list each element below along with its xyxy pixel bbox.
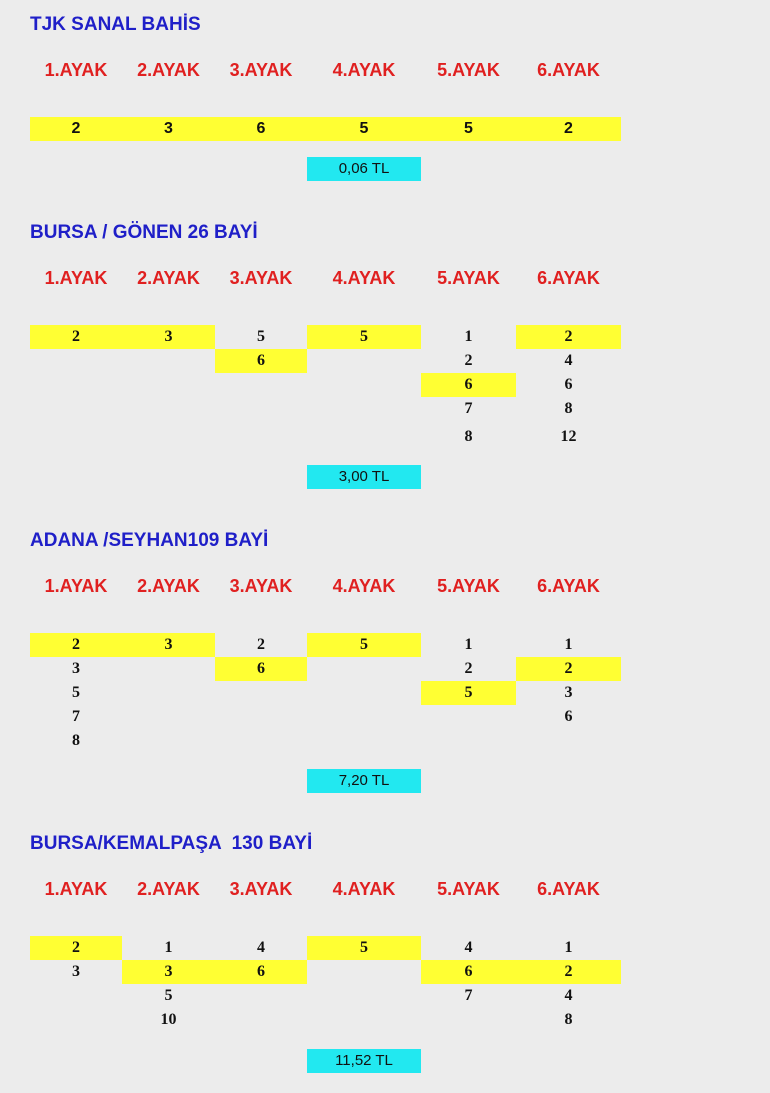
horse-number-cell: 5 (72, 684, 80, 701)
total-amount: 3,00 TL (307, 465, 421, 489)
horse-number-cell: 1 (564, 636, 573, 653)
leg-header: 4.AYAK (332, 60, 396, 80)
total-amount: 7,20 TL (307, 769, 421, 793)
horse-number-cell: 6 (421, 373, 516, 397)
horse-number-cell: 2 (464, 352, 473, 369)
horse-number-cell: 7 (464, 400, 473, 417)
horse-number-cell: 3 (72, 963, 80, 980)
leg-header: 2.AYAK (137, 60, 200, 80)
horse-number-cell: 3 (564, 684, 573, 701)
leg-header: 3.AYAK (229, 60, 293, 80)
horse-number-cell: 12 (560, 428, 577, 445)
horse-number-cell: 6 (564, 376, 573, 393)
horse-number-cell: 8 (564, 1011, 573, 1028)
horse-number-cell: 6 (215, 960, 307, 984)
leg-header: 6.AYAK (537, 576, 600, 596)
leg-header: 5.AYAK (437, 268, 500, 288)
horse-number-cell: 7 (464, 987, 473, 1004)
horse-number-cell: 3 (122, 633, 215, 657)
horse-number-cell: 3 (122, 325, 215, 349)
horse-number-cell: 5 (307, 117, 421, 141)
coupon-section (0, 222, 770, 485)
leg-header: 3.AYAK (229, 879, 293, 899)
horse-number-cell: 6 (215, 117, 307, 141)
leg-header: 3.AYAK (229, 268, 293, 288)
horse-number-cell: 6 (215, 349, 307, 373)
horse-number-cell: 2 (516, 117, 621, 141)
horse-number-cell: 2 (30, 117, 122, 141)
section-title: TJK SANAL BAHİS (30, 14, 201, 35)
horse-number-cell: 1 (564, 939, 573, 956)
total-amount: 0,06 TL (307, 157, 421, 181)
leg-header: 5.AYAK (437, 60, 500, 80)
horse-number-cell: 5 (421, 681, 516, 705)
leg-header: 4.AYAK (332, 576, 396, 596)
coupon-section (0, 833, 770, 1093)
horse-number-cell: 4 (564, 352, 573, 369)
leg-header: 6.AYAK (537, 268, 600, 288)
horse-number-cell: 1 (464, 328, 473, 345)
horse-number-cell: 2 (516, 960, 621, 984)
leg-header: 4.AYAK (332, 268, 396, 288)
horse-number-cell: 7 (72, 708, 80, 725)
horse-number-cell: 6 (215, 657, 307, 681)
horse-number-cell: 5 (257, 328, 265, 345)
leg-header: 3.AYAK (229, 576, 293, 596)
horse-number-cell: 5 (307, 325, 421, 349)
horse-number-cell: 8 (564, 400, 573, 417)
horse-number-cell: 2 (257, 636, 265, 653)
horse-number-cell: 1 (164, 939, 173, 956)
horse-number-cell: 2 (30, 325, 122, 349)
horse-number-cell: 3 (122, 960, 215, 984)
coupon-section (0, 530, 770, 790)
leg-header: 1.AYAK (44, 576, 108, 596)
horse-number-cell: 2 (516, 325, 621, 349)
horse-number-cell: 6 (564, 708, 573, 725)
horse-number-cell: 3 (122, 117, 215, 141)
horse-number-cell: 8 (72, 732, 80, 749)
horse-number-cell: 4 (564, 987, 573, 1004)
leg-header: 1.AYAK (44, 268, 108, 288)
leg-header: 5.AYAK (437, 879, 500, 899)
total-amount: 11,52 TL (307, 1049, 421, 1073)
leg-header: 1.AYAK (44, 879, 108, 899)
horse-number-cell: 10 (160, 1011, 177, 1028)
leg-header: 6.AYAK (537, 879, 600, 899)
horse-number-cell: 2 (464, 660, 473, 677)
leg-header: 2.AYAK (137, 879, 200, 899)
horse-number-cell: 5 (421, 117, 516, 141)
section-title: ADANA /SEYHAN109 BAYİ (30, 530, 269, 551)
horse-number-cell: 2 (30, 633, 122, 657)
leg-header: 2.AYAK (137, 268, 200, 288)
horse-number-cell: 3 (72, 660, 80, 677)
horse-number-cell: 1 (464, 636, 473, 653)
horse-number-cell: 5 (307, 936, 421, 960)
leg-header: 4.AYAK (332, 879, 396, 899)
horse-number-cell: 8 (464, 428, 473, 445)
section-title: BURSA / GÖNEN 26 BAYİ (30, 222, 258, 243)
horse-number-cell: 4 (257, 939, 265, 956)
horse-number-cell: 2 (30, 936, 122, 960)
leg-header: 2.AYAK (137, 576, 200, 596)
horse-number-cell: 5 (307, 633, 421, 657)
horse-number-cell: 2 (516, 657, 621, 681)
leg-header: 1.AYAK (44, 60, 108, 80)
horse-number-cell: 4 (464, 939, 473, 956)
section-title: BURSA/KEMALPAŞA 130 BAYİ (30, 833, 313, 854)
leg-header: 6.AYAK (537, 60, 600, 80)
horse-number-cell: 6 (421, 960, 516, 984)
horse-number-cell: 5 (164, 987, 173, 1004)
leg-header: 5.AYAK (437, 576, 500, 596)
